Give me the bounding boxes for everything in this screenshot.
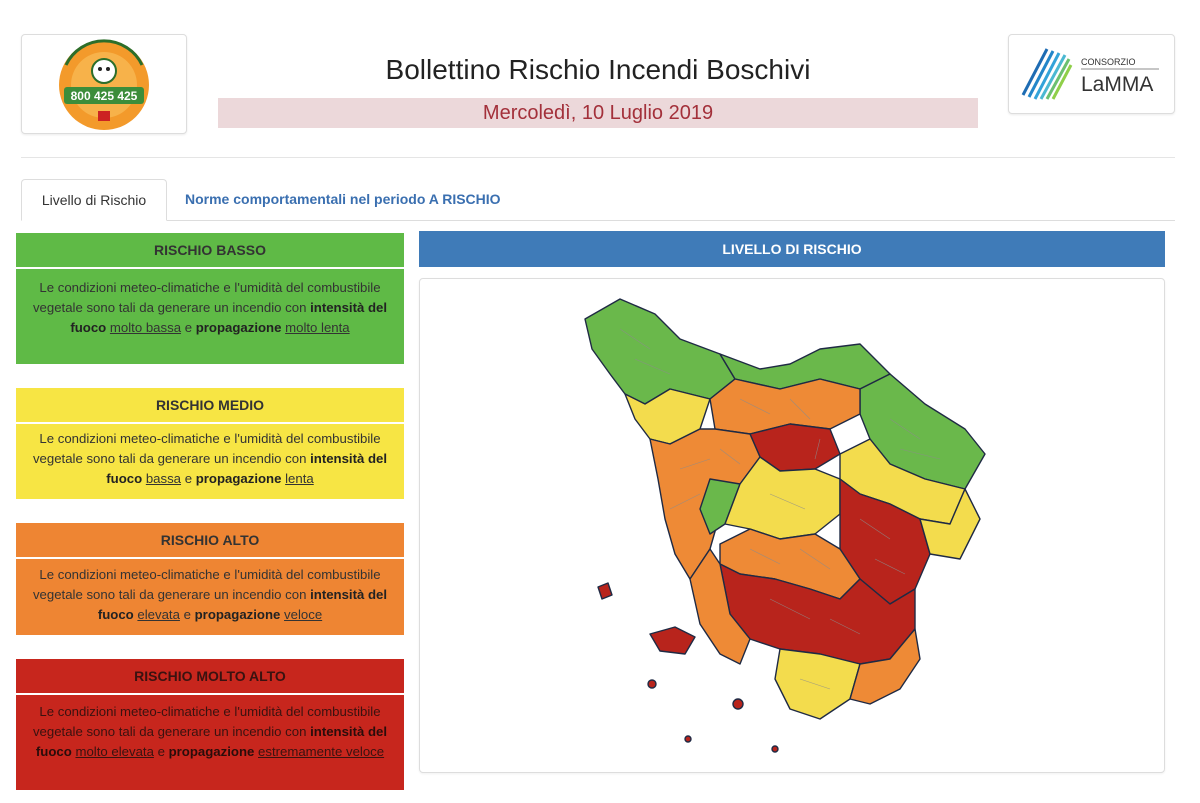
risk-description: Le condizioni meteo-climatiche e l'umidità del combustibile vegetale sono tali da generare un incendio con intensità del fuoco elevata e propagazione veloce <box>16 559 404 635</box>
risk-map[interactable] <box>419 278 1165 773</box>
risk-panel-alto <box>16 523 404 635</box>
tuscany-risk-map <box>420 279 1166 774</box>
tab-norme-comportamentali[interactable]: Norme comportamentali nel periodo A RISCHIO <box>185 191 501 207</box>
fire-service-logo-icon <box>22 35 188 135</box>
map-title: LIVELLO DI RISCHIO <box>419 231 1165 267</box>
island-montecristo <box>685 736 691 742</box>
logo-lamma: LaMMA <box>1081 73 1154 96</box>
risk-title: RISCHIO ALTO <box>16 523 404 557</box>
tab-livello-di-rischio[interactable]: Livello di Rischio <box>21 179 167 221</box>
lamma-logo[interactable] <box>1008 34 1175 114</box>
island-elba <box>650 627 695 654</box>
bulletin-date: Mercoledì, 10 Luglio 2019 <box>218 98 978 128</box>
island-capraia <box>598 583 612 599</box>
risk-panel-basso <box>16 233 404 364</box>
tab-bar <box>21 179 1175 221</box>
risk-description: Le condizioni meteo-climatiche e l'umidità del combustibile vegetale sono tali da generare un incendio con intensità del fuoco molto elevata e propagazione estremamente veloce <box>16 695 404 790</box>
lamma-logo-icon <box>1009 35 1176 115</box>
island-pianosa <box>648 680 656 688</box>
logo-consorzio: CONSORZIO <box>1081 57 1136 67</box>
risk-description: Le condizioni meteo-climatiche e l'umidità del combustibile vegetale sono tali da generare un incendio con intensità del fuoco bassa e propagazione lenta <box>16 424 404 499</box>
risk-description: Le condizioni meteo-climatiche e l'umidità del combustibile vegetale sono tali da generare un incendio con intensità del fuoco molto bassa e propagazione molto lenta <box>16 269 404 364</box>
risk-panel-medio <box>16 388 404 499</box>
risk-title: RISCHIO MEDIO <box>16 388 404 422</box>
island-giannutri <box>772 746 778 752</box>
logo-phone: 800 425 425 <box>70 89 138 103</box>
island-giglio <box>733 699 743 709</box>
page-title: Bollettino Rischio Incendi Boschivi <box>385 54 811 85</box>
header-divider <box>21 157 1175 158</box>
risk-title: RISCHIO MOLTO ALTO <box>16 659 404 693</box>
zone-northwest <box>585 299 735 404</box>
risk-title: RISCHIO BASSO <box>16 233 404 267</box>
risk-panel-molto-alto <box>16 659 404 790</box>
antincendi-logo[interactable] <box>21 34 187 134</box>
